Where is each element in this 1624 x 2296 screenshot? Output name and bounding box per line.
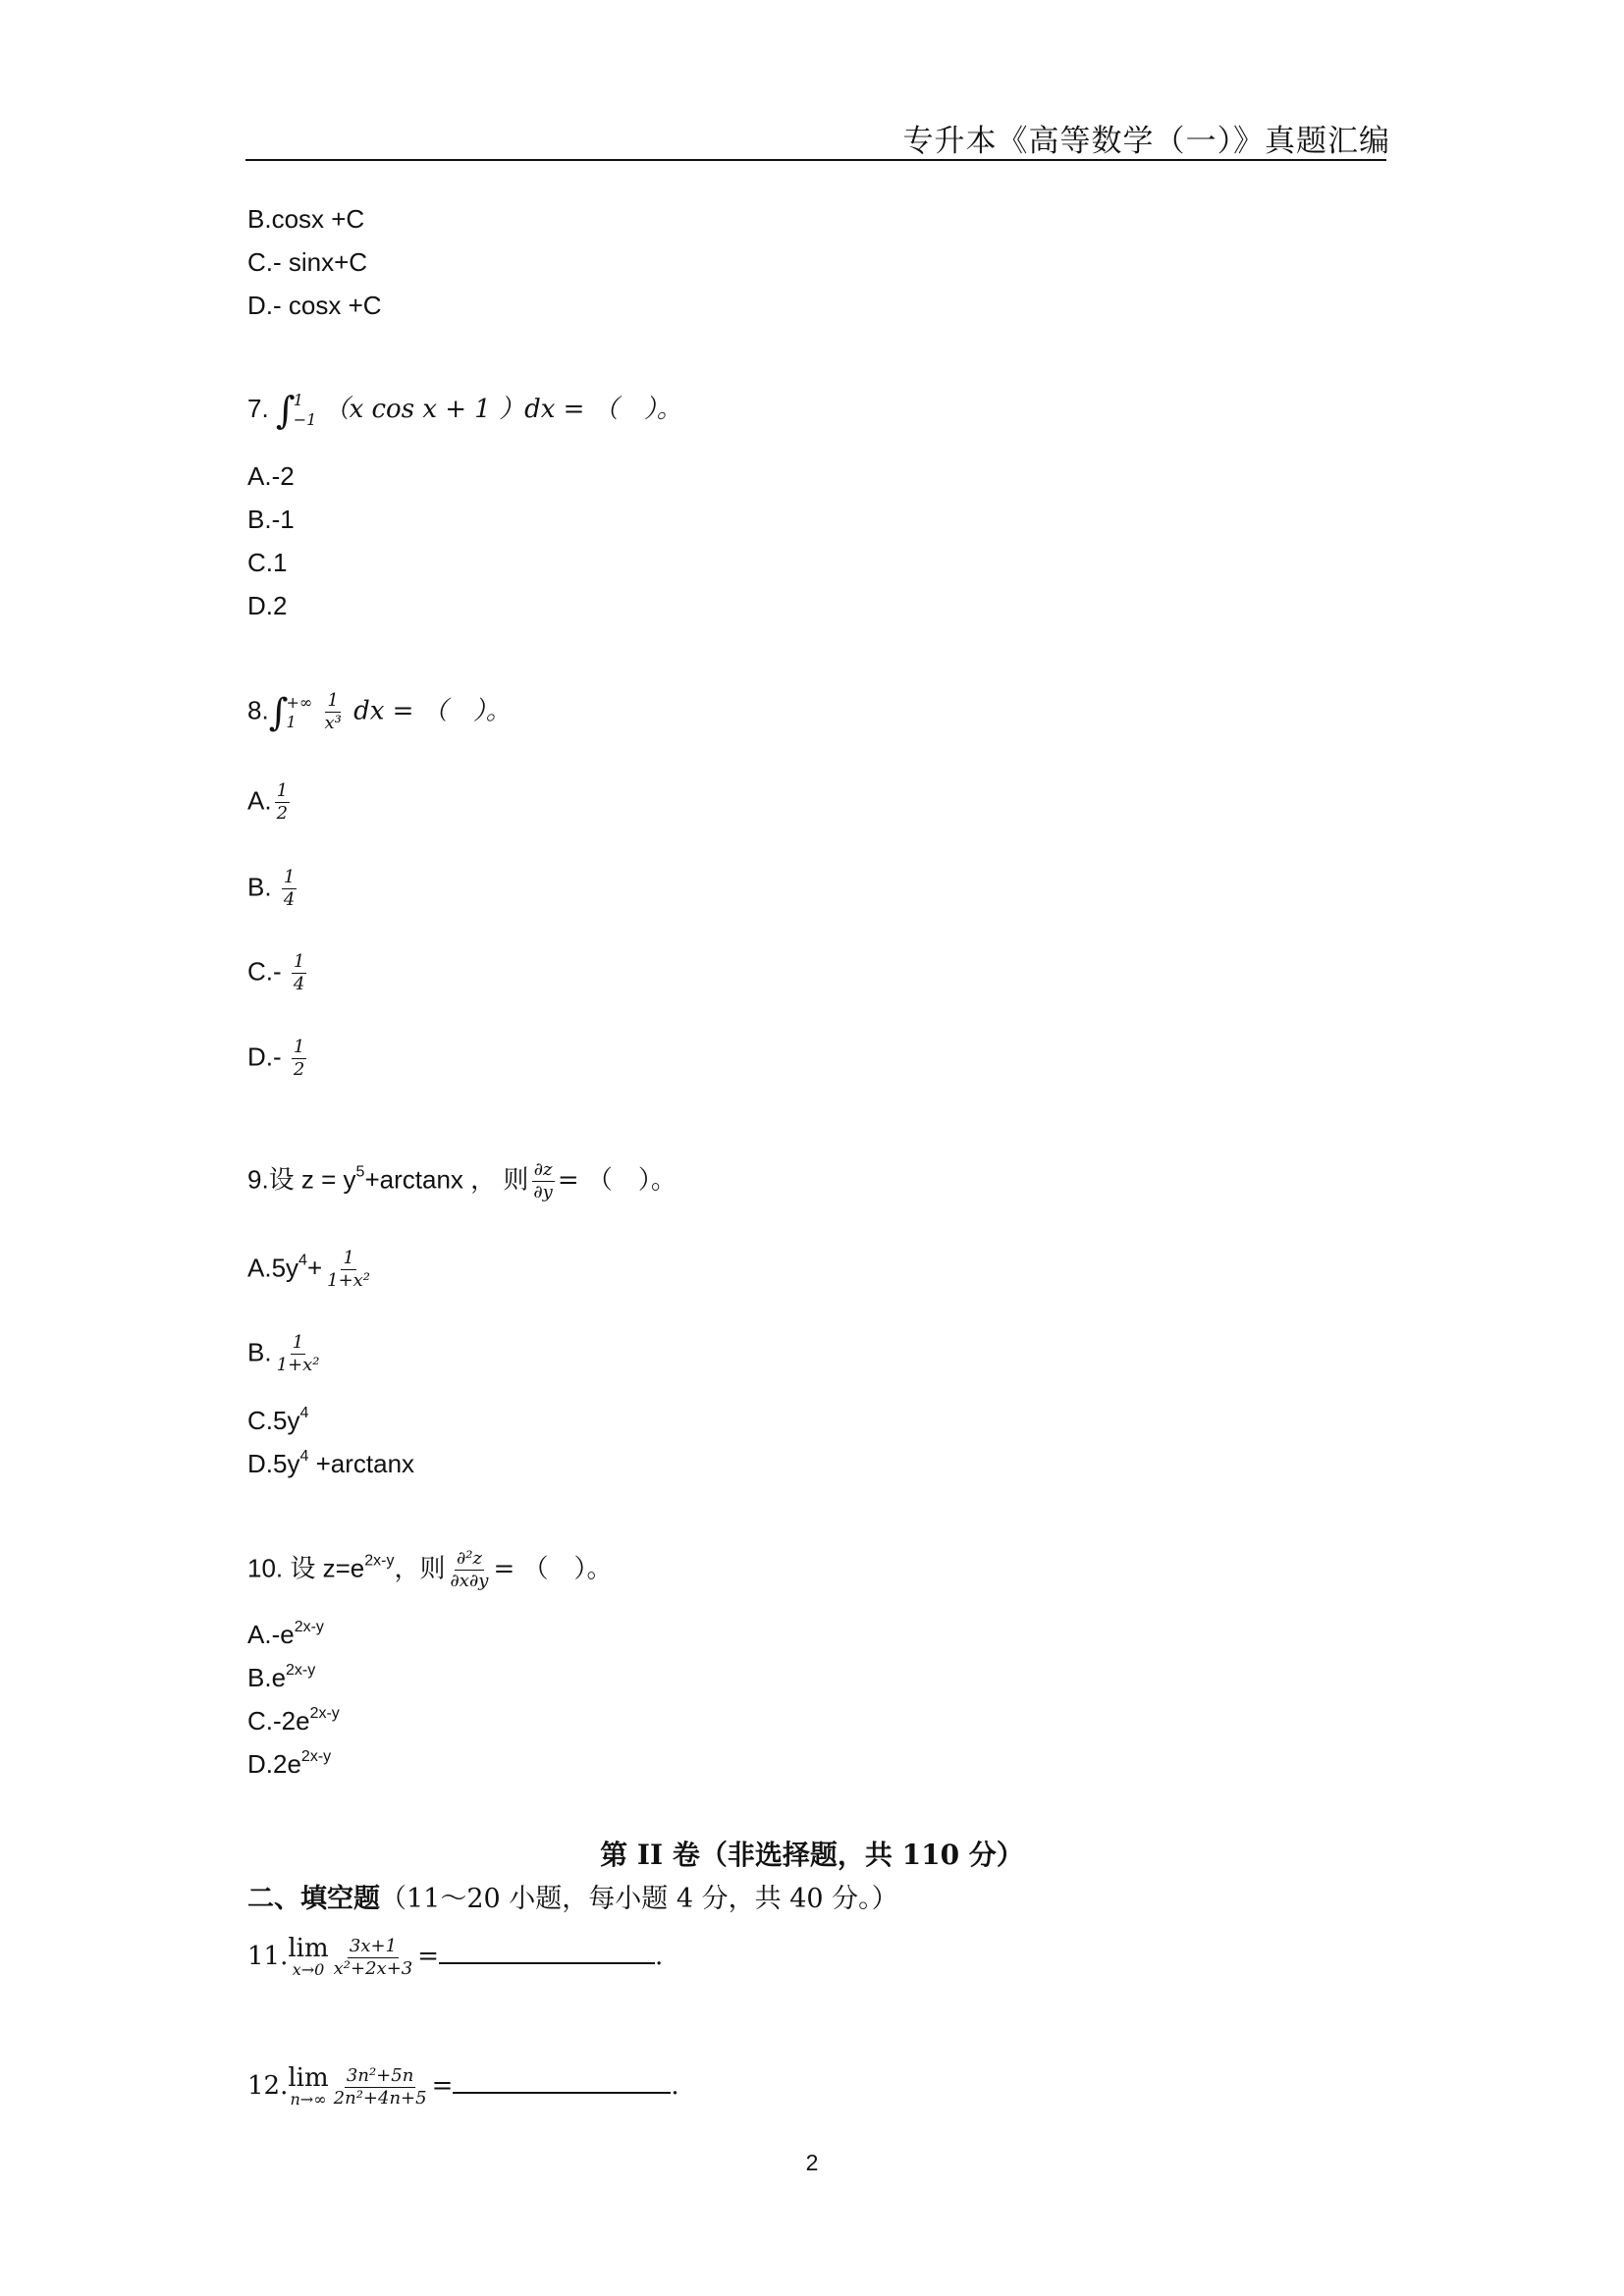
q12-limit: lim n→∞ bbox=[288, 2063, 329, 2109]
q11-answer-blank[interactable] bbox=[439, 1962, 655, 1964]
q7-integrand: （x cos x + 1 ）dx = （ ）。 bbox=[323, 394, 682, 424]
fill-in-heading bbox=[247, 1877, 898, 1915]
q7-option-d: D.2 bbox=[247, 591, 288, 620]
q7-upper-limit: 1 bbox=[293, 391, 303, 409]
q9-stem: 9.设 $z = y^5+\arctan x$ ， 则 $\frac{\partial z}{\partial y}$ = （ ）。 bbox=[247, 1159, 677, 1202]
q11-stem: 11. lim x→0 $\frac{3x+1}{\text{x²+2x+3}}$ = . bbox=[247, 1934, 664, 1979]
q7-option-a: A.-2 bbox=[247, 461, 295, 491]
q6-option-d: D.- cosx +C bbox=[247, 291, 382, 320]
q12-answer-blank[interactable] bbox=[453, 2092, 671, 2094]
header-rule bbox=[245, 159, 1386, 161]
q12-stem: 12. lim n→∞ $\frac{\text{3n²+5n}}{\text{2n²+4n+5}}$ = . bbox=[247, 2063, 679, 2109]
fill-in-note: （11～20 小题，每小题 4 分，共 40 分。） bbox=[380, 1884, 898, 1914]
q8-upper-limit: +∞ bbox=[286, 692, 313, 712]
q10-option-a: $A.-e^{2x-y}$ bbox=[247, 1619, 324, 1649]
q10-option-c: $C.-2e^{2x-y}$ bbox=[247, 1705, 340, 1735]
q9-option-b: B. $\frac{1}{\text{1+x²}}$ bbox=[247, 1332, 320, 1375]
fill-in-label: 二、填空题 bbox=[247, 1884, 380, 1914]
q6-option-c: C.- sinx+C bbox=[247, 247, 368, 277]
section-title: 第 II 卷（非选择题，共 110 分） bbox=[600, 1839, 1024, 1871]
q8-limits bbox=[287, 693, 313, 732]
q7-limits bbox=[294, 391, 317, 430]
integral-sign: ∫ bbox=[268, 690, 289, 734]
q8-tail: dx = （ ）。 bbox=[353, 696, 512, 726]
q7-option-b: B.-1 bbox=[247, 505, 295, 534]
q10-option-b: $B.e^{2x-y}$ bbox=[247, 1662, 316, 1692]
q9-option-c: $C.5y^4$ bbox=[247, 1405, 309, 1435]
q7-number: 7. bbox=[247, 393, 269, 423]
q8-fraction: $\frac{1}{\text{x³}}$ bbox=[324, 690, 342, 733]
running-header-title: 专升本《高等数学（一）》真题汇编 bbox=[902, 124, 1390, 159]
q8-stem bbox=[247, 691, 512, 733]
q8-option-a: A. $\frac{1}{2}$ bbox=[247, 780, 289, 824]
q8-option-c: C.- $\frac{1}{4}$ bbox=[247, 951, 305, 994]
integral-sign: ∫ bbox=[275, 389, 296, 432]
q10-stem: 10. 设 $z=e^{2x-y}$，则 $\frac{\text{∂²z}}{\partial x\partial y}$ = （ ）。 bbox=[247, 1548, 613, 1591]
q9-option-d: $D.5y^4 +\arctan x$ bbox=[247, 1448, 415, 1478]
page-number: 2 bbox=[805, 2150, 819, 2175]
q7-option-c: C.1 bbox=[247, 548, 288, 577]
q8-option-d: D.- $\frac{1}{2}$ bbox=[247, 1037, 305, 1080]
q8-option-b: B. $\frac{1}{4}$ bbox=[247, 867, 296, 910]
q9-option-a: $A.5y^4+$ $\frac{1}{\text{1+x²}}$ bbox=[247, 1248, 371, 1291]
q11-limit: lim x→0 bbox=[288, 1934, 329, 1979]
q10-derivative: $\frac{\text{∂²z}}{\partial x\partial y}$ bbox=[450, 1548, 489, 1591]
q7-stem bbox=[247, 391, 682, 430]
q6-option-b: B.cosx +C bbox=[247, 204, 365, 234]
q8-number: 8. bbox=[247, 695, 269, 725]
q10-option-d: $D.2e^{2x-y}$ bbox=[247, 1748, 332, 1779]
q7-lower-limit: −1 bbox=[293, 410, 317, 429]
q9-derivative: $\frac{\partial z}{\partial y}$ bbox=[533, 1159, 553, 1202]
q8-lower-limit: 1 bbox=[286, 712, 297, 731]
